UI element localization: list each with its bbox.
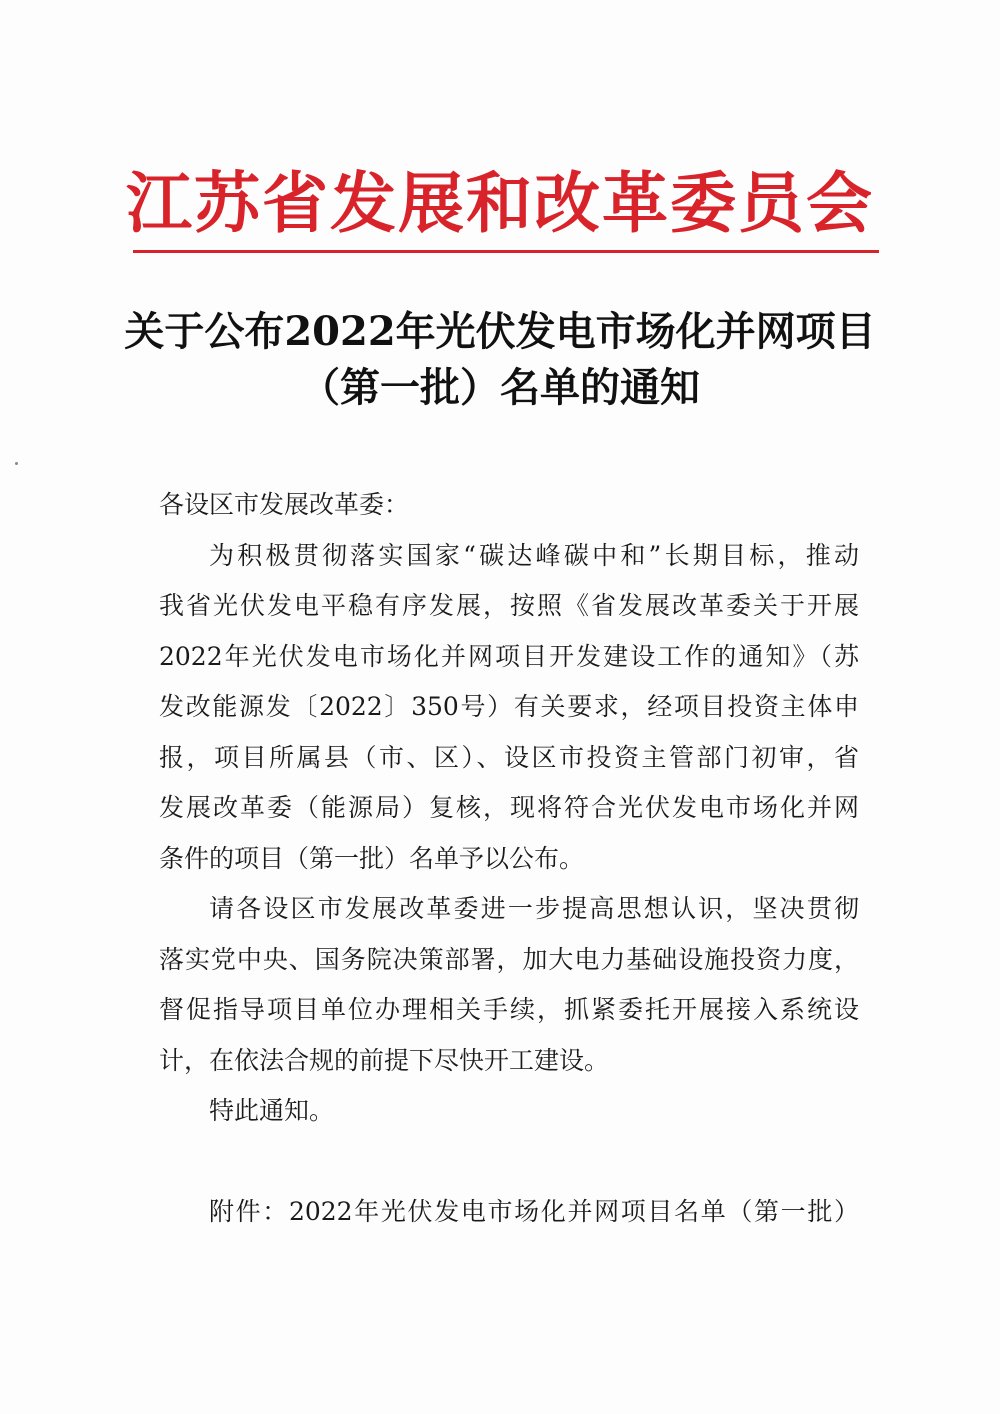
masthead-title: 江苏省发展和改革委员会 — [126, 164, 874, 242]
paragraph-line: 落实党中央、国务院决策部署，加大电力基础设施投资力度， — [159, 944, 859, 974]
paragraph-line: 发改能源发〔2022〕350号）有关要求，经项目投资主体申 — [159, 692, 859, 721]
title-line-1: 关于公布2022年光伏发电市场化并网项目 — [124, 308, 876, 355]
salutation: 各设区市发展改革委： — [159, 490, 410, 519]
paragraph-line: 条件的项目（第一批）名单予以公布。 — [159, 843, 585, 873]
paragraph-line: 报，项目所属县（市、区）、设区市投资主管部门初审，省 — [159, 742, 859, 772]
attachment-line: 附件：2022年光伏发电市场化并网项目名单（第一批） — [209, 1196, 859, 1226]
title-line-2: （第一批）名单的通知 — [300, 364, 700, 411]
paragraph-line: 计，在依法合规的前提下尽快开工建设。 — [159, 1045, 610, 1075]
paragraph-line: 2022年光伏发电市场化并网项目开发建设工作的通知》（苏 — [159, 641, 859, 671]
paragraph-line: 为积极贯彻落实国家“碳达峰碳中和”长期目标，推动 — [209, 540, 859, 570]
paragraph-1 — [159, 531, 859, 885]
paragraph-line: 我省光伏发电平稳有序发展，按照《省发展改革委关于开展 — [159, 591, 859, 620]
red-divider — [133, 250, 879, 253]
paragraph-2 — [159, 884, 859, 1086]
paragraph-line: 请各设区市发展改革委进一步提高思想认识，坚决贯彻 — [209, 894, 859, 923]
paragraph-line: 督促指导项目单位办理相关手续，抓紧委托开展接入系统设 — [159, 995, 859, 1024]
notice-title — [100, 304, 900, 416]
closing-line: 特此通知。 — [209, 1096, 335, 1125]
paragraph-line: 发展改革委（能源局）复核，现将符合光伏发电市场化并网 — [159, 793, 859, 822]
notice-body — [159, 480, 859, 1237]
scan-speck — [15, 462, 18, 465]
